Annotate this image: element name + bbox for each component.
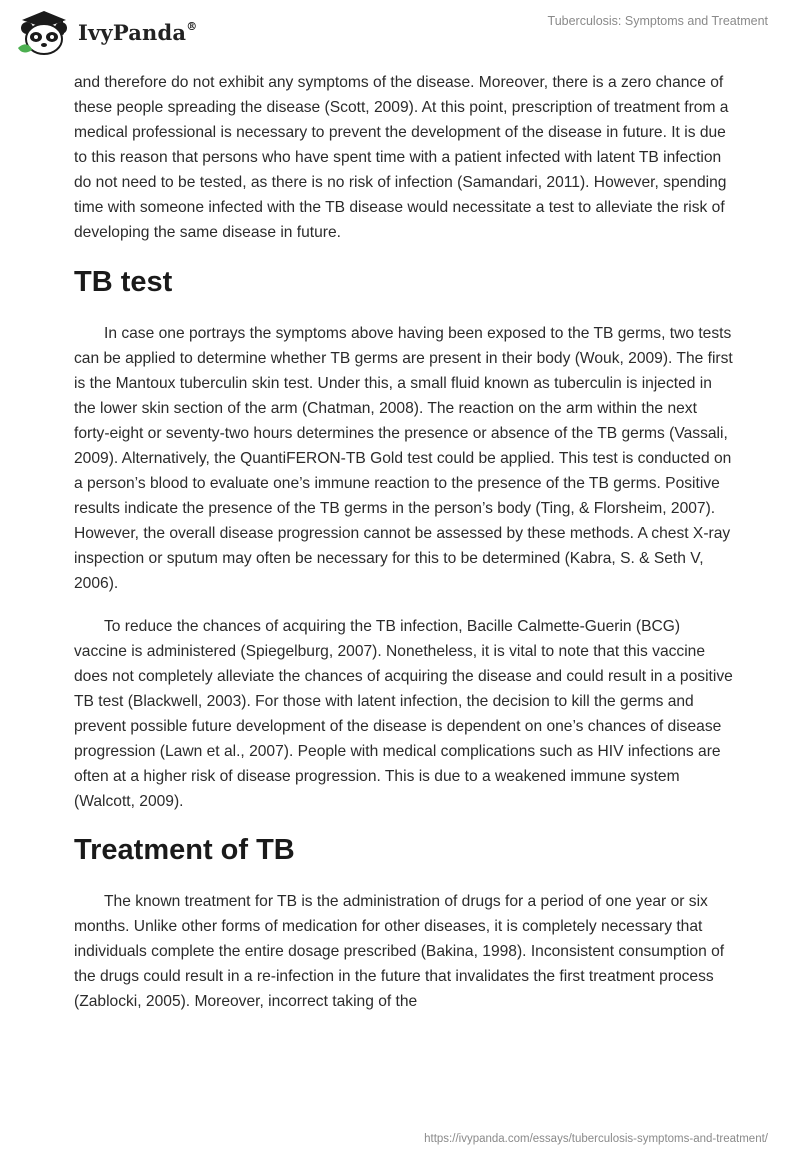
article-body	[74, 70, 734, 1014]
page-header	[0, 0, 800, 70]
source-url-link[interactable]: https://ivypanda.com/essays/tuberculosis-symptoms-and-treatment/	[424, 1133, 768, 1145]
tb-test-paragraph-1: In case one portrays the symptoms above having been exposed to the TB germs, two tests can be applied to determine whether TB germs are present in their body (Wouk, 2009). The first is the Mantoux tuberculin skin test. Under this, a small fluid known as tuberculin is injected in the lower skin section of the arm (Chatman, 2008). The reaction on the arm within the next forty-eight or seventy-two hours determines the presence or absence of the TB germs (Vassali, 2009). Alternatively, the QuantiFERON-TB Gold test could be applied. This test is conducted on a person’s blood to evaluate one’s immune reaction to the presence of the TB germs. Positive results indicate the presence of the TB germs in the person’s body (Ting, & Florsheim, 2007). However, the overall disease progression cannot be assessed by these methods. A chest X-ray inspection or sputum may often be necessary for this to be determined (Kabra, S. & Seth V, 2006).	[74, 325, 733, 592]
section-heading-tb-test: TB test	[74, 266, 173, 298]
panda-logo-icon[interactable]	[14, 8, 74, 58]
treatment-paragraph-1: The known treatment for TB is the administration of drugs for a period of one year or six months. Unlike other forms of medication for other diseases, it is completely necessary that individuals complete the entire dosage prescribed (Bakina, 1998). Inconsistent consumption of the drugs could result in a re-infection in the future that invalidates the first treatment process (Zablocki, 2005). Moreover, incorrect taking of the	[74, 893, 725, 1010]
document-title: Tuberculosis: Symptoms and Treatment	[547, 14, 768, 28]
tb-test-paragraph-2: To reduce the chances of acquiring the TB infection, Bacille Calmette-Guerin (BCG) vaccine is administered (Spiegelburg, 2007). Nonetheless, it is vital to note that this vaccine does not completely alleviate the chances of acquiring the disease and could result in a positive TB test (Blackwell, 2003). For those with latent infection, the decision to kill the germs and prevent possible future development of the disease is dependent on one’s chances of disease progression (Lawn et al., 2007). People with medical complications such as HIV infections are often at a higher risk of disease progression. This is due to a weakened immune system (Walcott, 2009).	[74, 618, 733, 810]
intro-paragraph: and therefore do not exhibit any symptoms of the disease. Moreover, there is a zero chance of these people spreading the disease (Scott, 2009). At this point, prescription of treatment from a medical professional is necessary to prevent the development of the disease in future. It is due to this reason that persons who have spent time with a patient infected with latent TB infection do not need to be tested, as there is no risk of infection (Samandari, 2011). However, spending time with someone infected with the TB disease would necessitate a test to alleviate the risk of developing the same disease in future.	[74, 74, 729, 241]
section-heading-treatment: Treatment of TB	[74, 834, 295, 866]
brand-name[interactable]: IvyPanda®	[78, 20, 198, 45]
